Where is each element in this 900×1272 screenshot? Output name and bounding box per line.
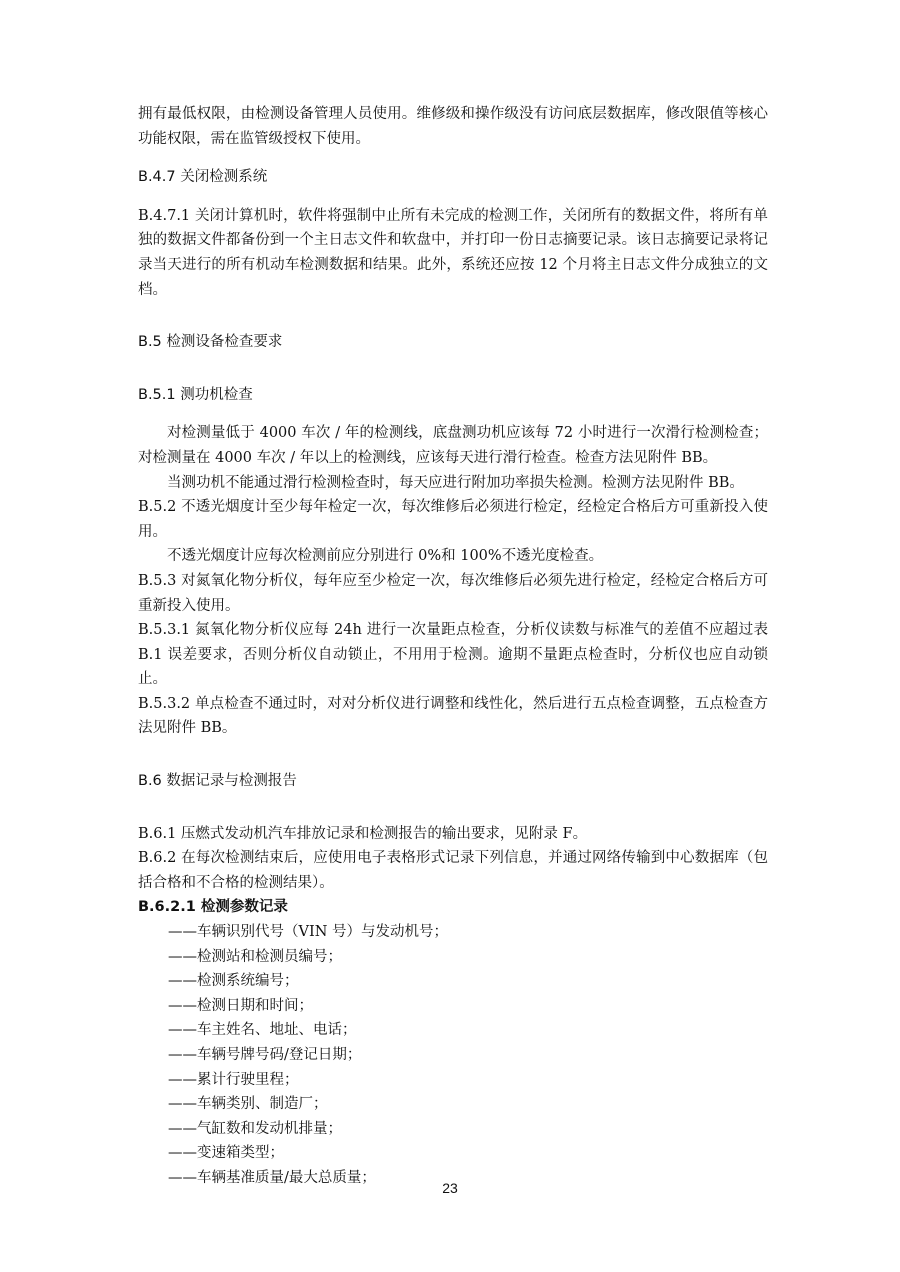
list-item: ——气缸数和发动机排量； [168,1120,342,1137]
heading-b4-7: B.4.7 关闭检测系统 [138,169,268,186]
paragraph-b5-2: B.5.2 不透光烟度计至少每年检定一次，每次维修后必须进行检定，经检定合格后方可重新投入使用。 [138,499,768,540]
list-item: ——车辆识别代号（VIN 号）与发动机号； [168,924,448,941]
heading-b5-1: B.5.1 测功机检查 [138,386,253,403]
paragraph-b6-1: B.6.1 压燃式发动机汽车排放记录和检测报告的输出要求，见附录 F。 [138,825,588,842]
paragraph-b5-3-2: B.5.3.2 单点检查不通过时，对对分析仪进行调整和线性化，然后进行五点检查调整，五点检查方法见附件 BB。 [138,695,768,737]
list-item: ——检测站和检测员编号； [168,948,342,965]
parameter-list [138,920,768,1191]
list-item: ——变速箱类型； [168,1145,284,1162]
list-item: ——车辆类别、制造厂； [168,1096,328,1113]
paragraph-b5-1-b: 当测功机不能通过滑行检测检查时，每天应进行附加功率损失检测。检测方法见附件 BB。 [167,474,744,491]
page-number: 23 [442,1180,458,1196]
list-item: ——检测系统编号； [168,973,299,990]
list-item: ——车主姓名、地址、电话； [168,1022,357,1039]
paragraph-b6-2: B.6.2 在每次检测结束后，应使用电子表格形式记录下列信息，并通过网络传输到中心数据库（包括合格和不合格的检测结果）。 [138,850,768,891]
list-item: ——检测日期和时间； [168,997,313,1014]
page-body [138,102,768,1191]
paragraph-b4-7-1: B.4.7.1 关闭计算机时，软件将强制中止所有未完成的检测工作，关闭所有的数据文件，将所有单独的数据文件都备份到一个主日志文件和软盘中，并打印一份日志摘要记录。该日志摘要记录将记录当天进行的所有机动车检测数据和结果。此外，系统还应按 12 个月将主日志文件分成独立的文档。 [138,207,768,298]
list-item: ——累计行驶里程； [168,1071,299,1088]
paragraph-b5-3-1: B.5.3.1 氮氧化物分析仪应每 24h 进行一次量距点检查，分析仪读数与标准气的差值不应超过表 B.1 误差要求，否则分析仪自动锁止，不用用于检测。逾期不量距点检查时，分析仪也应自动锁止。 [138,622,768,688]
heading-b6: B.6 数据记录与检测报告 [138,773,297,790]
heading-b5: B.5 检测设备检查要求 [138,334,283,351]
paragraph-b5-1-a: 对检测量低于 4000 车次 / 年的检测线，底盘测功机应该每 72 小时进行一次滑行检测检查；对检测量在 4000 车次 / 年以上的检测线，应该每天进行滑行检查。检查方法见附件 BB。 [138,425,768,466]
paragraph-b5-2-b: 不透光烟度计应每次检测前应分别进行 0%和 100%不透光度检查。 [167,548,604,565]
paragraph-b5-3: B.5.3 对氮氧化物分析仪，每年应至少检定一次，每次维修后必须先进行检定，经检定合格后方可重新投入使用。 [138,572,768,614]
heading-b6-2-1: B.6.2.1 检测参数记录 [138,899,288,916]
list-item: ——车辆基准质量/最大总质量； [168,1169,376,1186]
paragraph-access-levels: 拥有最低权限，由检测设备管理人员使用。维修级和操作级没有访问底层数据库，修改限值等核心功能权限，需在监管级授权下使用。 [138,106,768,147]
list-item: ——车辆号牌号码/登记日期； [168,1047,362,1063]
